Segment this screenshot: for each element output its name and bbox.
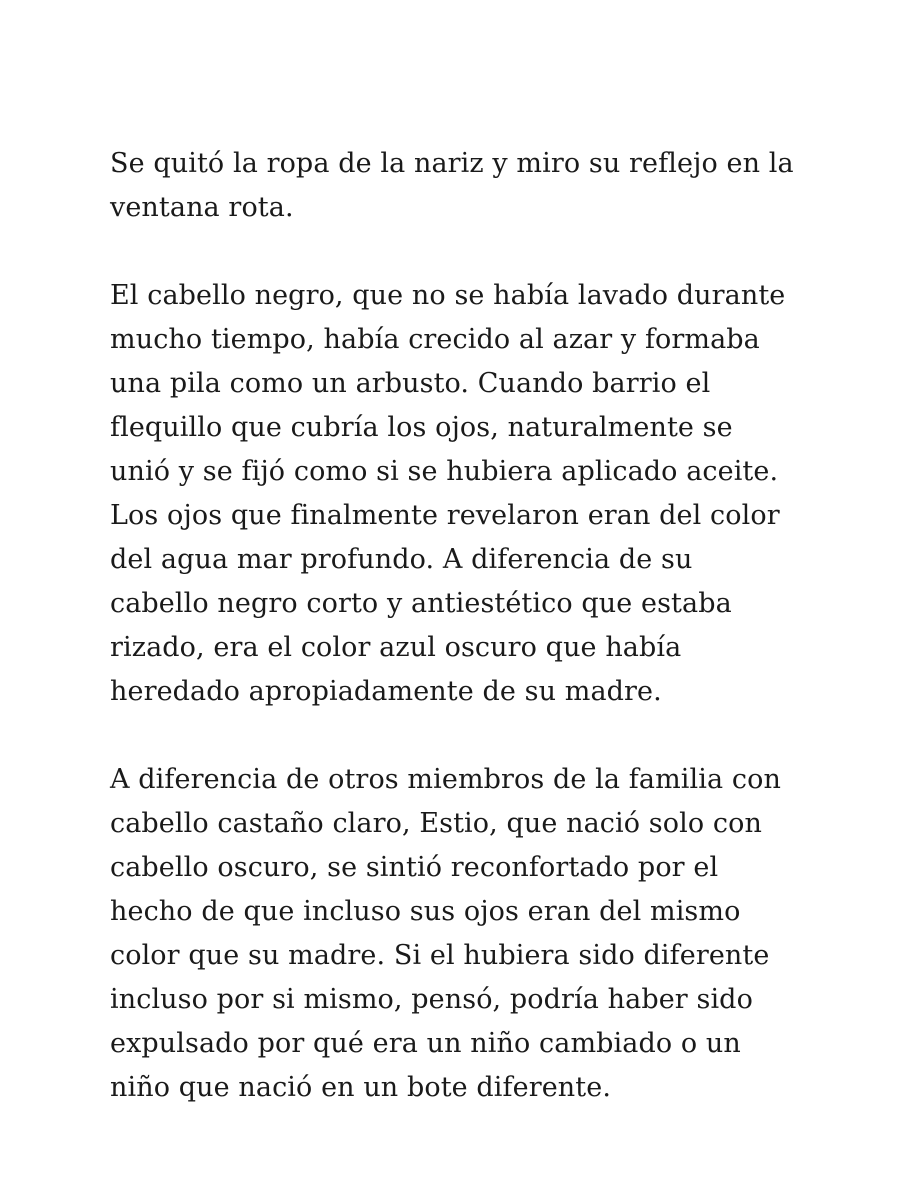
text-line: mucho tiempo, había crecido al azar y formaba xyxy=(110,324,760,355)
paragraph-1 xyxy=(110,142,800,230)
text-line: niño que nació en un bote diferente. xyxy=(110,1072,612,1103)
text-line: expulsado por qué era un niño cambiado o un xyxy=(110,1028,741,1059)
text-line: ventana rota. xyxy=(110,192,294,223)
paragraph-2 xyxy=(110,274,800,714)
text-line: cabello castaño claro, Estio, que nació solo con xyxy=(110,808,762,839)
text-line: flequillo que cubría los ojos, naturalmente se xyxy=(110,412,733,443)
text-line: Se quitó la ropa de la nariz y miro su reflejo en la xyxy=(110,148,794,179)
text-line: cabello oscuro, se sintió reconfortado por el xyxy=(110,852,719,883)
text-line: color que su madre. Si el hubiera sido diferente xyxy=(110,940,770,971)
text-line: A diferencia de otros miembros de la familia con xyxy=(110,764,781,795)
text-line: Los ojos que finalmente revelaron eran del color xyxy=(110,500,780,531)
text-line: cabello negro corto y antiestético que estaba xyxy=(110,588,732,619)
text-line: del agua mar profundo. A diferencia de su xyxy=(110,544,693,575)
text-line: hecho de que incluso sus ojos eran del mismo xyxy=(110,896,741,927)
text-line: El cabello negro, que no se había lavado durante xyxy=(110,280,786,311)
paragraph-3 xyxy=(110,758,800,1110)
text-line: heredado apropiadamente de su madre. xyxy=(110,676,662,707)
text-line: rizado, era el color azul oscuro que había xyxy=(110,632,682,663)
text-line: una pila como un arbusto. Cuando barrio el xyxy=(110,368,711,399)
text-line: incluso por si mismo, pensó, podría haber sido xyxy=(110,984,753,1015)
body-text xyxy=(110,142,800,1154)
text-line: unió y se fijó como si se hubiera aplicado aceite. xyxy=(110,456,779,487)
